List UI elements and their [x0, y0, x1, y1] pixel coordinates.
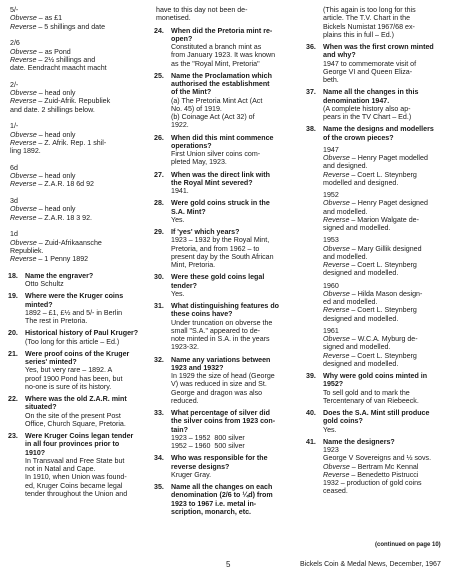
block-line: and date. 2 shillings below. [10, 105, 95, 114]
lead-line: article. The T.V. Chart in the [323, 14, 411, 23]
question-text: minted? [25, 300, 53, 309]
question-q25 [156, 72, 300, 130]
question-q34 [156, 454, 300, 479]
question-text: tender? [171, 281, 198, 290]
crown-entry [308, 191, 455, 232]
answer-text: 1947 to commemorate visit of [323, 59, 417, 68]
question-number: 21. [8, 349, 18, 358]
question-text: When was the direct link with [171, 170, 270, 179]
crown-line: and modelled. [323, 252, 368, 261]
question-number: 32. [154, 355, 164, 364]
answer-text: ed, Kruger Coins became legal [25, 481, 123, 490]
question-text: of the crown pieces? [323, 133, 394, 142]
column-3 [308, 6, 455, 500]
question-q29 [156, 228, 300, 269]
crown-line: designed and modelled. [323, 359, 399, 368]
question-text: reverse designs? [171, 462, 230, 471]
question-text: 1923 to 1967 i.e. metal in- [171, 499, 257, 508]
block-line: Obverse – head only [10, 89, 76, 97]
answer-text: from January 1923. It was known [171, 51, 276, 60]
denomination-b1 [10, 6, 141, 31]
crown-line: and designed. [323, 162, 368, 171]
question-q40 [308, 409, 455, 434]
question-q32 [156, 356, 300, 406]
block-line: date. Eendracht maacht macht [10, 64, 107, 72]
question-q31 [156, 302, 300, 352]
crown-line: Reverse – Coert L. Steynberg [323, 170, 417, 179]
answer-text: 1923-32. [171, 343, 200, 352]
question-q19 [10, 292, 141, 325]
answer-text: In Transvaal and Free State but [25, 456, 125, 465]
denomination-b2 [10, 39, 141, 72]
question-text: 1923 and 1932? [171, 363, 224, 372]
question-number: 18. [8, 271, 18, 280]
answer-text: (A complete history also ap- [323, 104, 411, 113]
answer-text: Otto Schultz [25, 280, 64, 288]
question-text: Name the Proclamation which [171, 71, 272, 80]
crown-line: Obverse – Mary Gillik designed [323, 244, 422, 253]
answer-text: 1922. [171, 121, 189, 130]
side-label: Obverse [10, 172, 37, 180]
question-number: 33. [154, 409, 164, 417]
question-q18 [10, 272, 141, 289]
question-text: Who was responsible for the [171, 454, 268, 463]
answer-text: 1932 – production of gold coins [323, 479, 422, 487]
continued-note: (continued on page 10) [375, 542, 441, 548]
side-label: Reverse [323, 261, 350, 269]
denomination-b6 [10, 197, 141, 222]
side-label: Obverse [323, 199, 350, 208]
question-number: 25. [154, 71, 164, 80]
question-text: Were proof coins of the Kruger [25, 349, 130, 358]
answer-text: Yes. [323, 425, 337, 434]
question-number: 26. [154, 133, 164, 142]
answer-text: 1923 [323, 446, 339, 454]
question-text: authorised the establishment [171, 80, 270, 88]
answer-text: (a) The Pretoria Mint Act (Act [171, 96, 263, 105]
block-line: 3d [10, 197, 18, 205]
answer-text: The rest in Pretoria. [25, 317, 88, 325]
crown-line: Obverse – Henry Paget modelled [323, 154, 428, 162]
answer-text: small "S.A." appeared to de- [171, 326, 261, 335]
answer-text: reduced. [171, 396, 199, 405]
lead-note [308, 6, 455, 39]
question-text: When was the first crown minted [323, 43, 434, 51]
side-label: Reverse [10, 138, 37, 147]
block-line: Obverse – Zuid-Afrikaansche [10, 238, 102, 247]
question-text: Historical history of Paul Kruger? [25, 329, 139, 338]
denomination-b5 [10, 164, 141, 189]
question-text: scription, monarch, etc. [171, 507, 252, 516]
answer-text: ceased. [323, 487, 348, 496]
side-label: Obverse [10, 89, 37, 97]
question-text: Were Kruger Coins legan tender [25, 432, 134, 440]
question-text: denomination (2/6 to ¼d) from [171, 491, 273, 500]
question-q33 [156, 409, 300, 450]
block-line: ling 1892. [10, 147, 41, 155]
question-text: 1910? [25, 448, 46, 457]
crown-line: Reverse – Coert L. Steynberg [323, 306, 417, 315]
question-text: the silver coins from 1923 con- [171, 417, 276, 426]
block-line: Reverse – Z.A.R. 18 3 92. [10, 213, 93, 222]
answer-text: 1923 – 1952 800 silver [171, 433, 245, 442]
answer-text: George and dragon was also [171, 388, 263, 397]
question-text: Name any variations between [171, 355, 271, 364]
answer-text: no-one is sure of its history. [25, 382, 112, 391]
crown-entry [308, 146, 455, 187]
answer-text: Constituted a branch mint as [171, 43, 262, 51]
crown-line: 1953 [323, 236, 339, 245]
block-line: 5/- [10, 6, 19, 14]
answer-text: not in Natal and Cape. [25, 465, 96, 473]
crown-line: Obverse – W.C.A. Myburg de- [323, 335, 418, 343]
crown-entry [308, 236, 455, 277]
column-1 [10, 6, 141, 502]
question-text: gold coins? [323, 417, 363, 426]
crown-line: 1952 [323, 191, 339, 199]
question-q38 [308, 125, 455, 142]
question-number: 24. [154, 26, 164, 35]
question-text: Name all the changes on each [171, 483, 273, 491]
question-q21 [10, 350, 141, 391]
question-text: tain? [171, 425, 188, 434]
question-number: 37. [306, 88, 316, 97]
answer-text: Yes. [171, 289, 185, 298]
side-label: Obverse [323, 335, 350, 343]
crown-line: designed and modelled. [323, 314, 399, 323]
answer-text: present day by the South African [171, 252, 274, 261]
answer-text: Tercentenary of van Riebeeck. [323, 396, 419, 405]
question-text: Why were gold coins minted in [323, 372, 428, 380]
question-q28 [156, 199, 300, 224]
crown-line: Reverse – Coert L. Steynberg [323, 351, 417, 360]
question-number: 29. [154, 228, 164, 236]
question-number: 27. [154, 170, 164, 179]
side-label: Reverse [10, 97, 37, 106]
answer-text: George VI and Queen Eliza- [323, 67, 413, 76]
question-q41 [308, 438, 455, 496]
question-q27 [156, 171, 300, 196]
question-text: S.A. Mint? [171, 207, 206, 216]
side-label: Obverse [323, 462, 350, 471]
crown-line: signed and modelled. [323, 224, 391, 232]
question-number: 41. [306, 437, 316, 446]
answer-text: Obverse – Bertram Mc Kennal [323, 462, 419, 471]
side-label: Reverse [10, 255, 37, 263]
answer-text: No. 45) of 1919. [171, 104, 222, 113]
crown-line: 1960 [323, 281, 339, 290]
question-text: Were gold coins struck in the [171, 199, 270, 208]
block-line: Obverse – head only [10, 130, 76, 139]
question-text: 1952? [323, 380, 344, 389]
question-number: 22. [8, 395, 18, 403]
block-line: Reverse – 5 shillings and date [10, 22, 106, 31]
crown-line: designed and modelled. [323, 269, 399, 278]
question-text: of the Mint? [171, 88, 212, 97]
block-line: 2/6 [10, 39, 20, 48]
crown-line: 1961 [323, 326, 339, 335]
answer-text: proof 1900 Pond has been, but [25, 374, 123, 383]
answer-text: Kruger Gray. [171, 470, 212, 479]
question-text: Where were the Kruger coins [25, 292, 124, 301]
answer-text: Pretoria, and from 1962 – to [171, 244, 260, 253]
side-label: Reverse [323, 306, 350, 315]
crown-line: Reverse – Marion Walgate de- [323, 215, 419, 224]
block-line: Reverse – Zuid-Afrik. Republiek [10, 97, 111, 106]
lead-line: plains this in full – Ed.) [323, 30, 394, 39]
question-text: Were these gold coins legal [171, 273, 265, 282]
question-text: What distinguishing features do [171, 302, 279, 310]
question-text: in all four provinces prior to [25, 440, 120, 449]
question-text: open? [171, 34, 193, 43]
block-line: 2/- [10, 80, 19, 89]
block-line: Obverse – head only [10, 172, 76, 180]
answer-text: George V Sovereigns and ½ sovs. [323, 454, 432, 463]
answer-text: Mint, Pretoria. [171, 261, 216, 269]
block-line: Obverse – head only [10, 205, 76, 214]
question-q30 [156, 273, 300, 298]
side-label: Obverse [10, 238, 37, 247]
crown-line: signed and modelled. [323, 343, 391, 352]
block-line: Obverse – as Pond [10, 47, 71, 56]
crown-entry [308, 327, 455, 368]
answer-text: To sell gold and to mark the [323, 388, 410, 397]
block-line: Reverse – Z. Afrik. Rep. 1 shil- [10, 138, 107, 147]
crown-line: and modelled. [323, 207, 368, 216]
answer-text: (Too long for this article – Ed.) [25, 337, 120, 346]
lead-text [156, 6, 300, 23]
question-q22 [10, 395, 141, 428]
answer-text: beth. [323, 76, 339, 84]
side-label: Reverse [10, 22, 37, 31]
answer-text: On the site of the present Post [25, 411, 121, 420]
denomination-b3 [10, 81, 141, 114]
block-line: monetised. [156, 14, 191, 23]
crown-line: 1947 [323, 145, 339, 154]
question-number: 36. [306, 43, 316, 51]
answer-text: In 1929 the size of head (George [171, 372, 275, 380]
crown-entry [308, 282, 455, 323]
journal-title: Bickels Coin & Medal News, December, 1967 [300, 561, 441, 568]
side-label: Obverse [10, 205, 37, 214]
question-text: series' minted? [25, 358, 77, 366]
block-line: Reverse – 2½ shillings and [10, 55, 96, 64]
side-label: Reverse [323, 170, 350, 179]
answer-text: Yes, but very rare – 1892. A [25, 366, 113, 375]
question-q23 [10, 432, 141, 498]
answer-text: V) was reduced in size and St. [171, 380, 267, 389]
question-q26 [156, 134, 300, 167]
block-line: 6d [10, 163, 18, 172]
answer-text: 1941. [171, 187, 189, 195]
side-label: Reverse [10, 180, 37, 189]
side-label: Reverse [10, 55, 37, 64]
lead-line: Bickels Numistat 1967/68 ex- [323, 22, 415, 31]
block-line: Obverse – as £1 [10, 14, 63, 23]
answer-text: Reverse – Benedetto Pistrucci [323, 470, 419, 479]
question-text: What percentage of silver did [171, 409, 270, 417]
crown-line: modelled and designed. [323, 178, 399, 187]
question-text: When did the Pretoria mint re- [171, 26, 273, 35]
lead-line: (This again is too long for this [323, 6, 416, 14]
question-number: 28. [154, 199, 164, 208]
question-q24 [156, 27, 300, 68]
question-q20 [10, 329, 141, 346]
question-text: these coins have? [171, 310, 233, 319]
answer-text: (b) Coinage Act (Act 32) of [171, 113, 255, 121]
question-number: 20. [8, 329, 18, 338]
answer-text: First Union silver coins com- [171, 150, 261, 158]
side-label: Reverse [323, 215, 350, 224]
side-label: Obverse [10, 14, 37, 23]
denomination-b7 [10, 230, 141, 263]
column-2 [156, 6, 300, 520]
question-text: and why? [323, 51, 356, 60]
block-line: Republiek. [10, 246, 44, 255]
side-label: Reverse [10, 213, 37, 222]
question-text: If 'yes' which years? [171, 228, 240, 236]
answer-text: 1892 – £1, £½ and 5/- in Berlin [25, 308, 123, 317]
question-text: denomination 1947. [323, 96, 390, 105]
block-line: Reverse – 1 Penny 1892 [10, 255, 89, 263]
crown-line: Reverse – Coert L. Steynberg [323, 261, 417, 269]
question-q39 [308, 372, 455, 405]
question-text: When did this mint commence [171, 133, 274, 142]
answer-text: pears in the TV Chart – Ed.) [323, 113, 412, 121]
question-text: Name the designs and modellers [323, 125, 434, 134]
question-number: 40. [306, 409, 316, 417]
question-number: 34. [154, 454, 164, 463]
question-number: 30. [154, 273, 164, 282]
question-text: Name all the changes in this [323, 88, 419, 97]
question-text: situated? [25, 403, 57, 412]
side-label: Obverse [323, 154, 350, 162]
question-text: Does the S.A. Mint still produce [323, 409, 430, 417]
question-text: operations? [171, 141, 212, 150]
block-line: Reverse – Z.A.R. 18 6d 92 [10, 180, 94, 189]
crown-line: Obverse – Henry Paget designed [323, 199, 428, 208]
question-text: Where was the old Z.A.R. mint [25, 395, 127, 403]
answer-text: Office, Church Square, Pretoria. [25, 419, 126, 428]
answer-text: as the "Royal Mint, Pretoria" [171, 59, 260, 68]
side-label: Obverse [323, 289, 350, 298]
question-number: 39. [306, 372, 316, 380]
question-number: 23. [8, 432, 18, 440]
answer-text: Under truncation on obverse the [171, 318, 273, 327]
block-line: 1d [10, 230, 18, 239]
side-label: Reverse [323, 351, 350, 360]
denomination-b4 [10, 122, 141, 155]
question-number: 38. [306, 125, 316, 134]
question-text: the Royal Mint severed? [171, 178, 253, 187]
answer-text: 1952 – 1960 500 silver [171, 442, 245, 450]
question-text: Name the designers? [323, 437, 395, 446]
answer-text: tender throughout the Union and [25, 489, 128, 498]
question-text: Name the engraver? [25, 271, 94, 280]
question-number: 35. [154, 483, 164, 491]
crown-line: Obverse – Hilda Mason design- [323, 289, 423, 298]
question-number: 31. [154, 302, 164, 310]
side-label: Obverse [10, 47, 37, 56]
answer-text: note minted in S.A. in the years [171, 335, 270, 343]
side-label: Reverse [323, 470, 350, 479]
page-number: 5 [226, 560, 231, 569]
answer-text: In 1910, when Union was found- [25, 473, 127, 482]
crown-line: ed and modelled. [323, 298, 378, 306]
question-q37 [308, 88, 455, 121]
block-line: 1/- [10, 122, 19, 131]
block-line: have to this day not been de- [156, 6, 248, 14]
question-q36 [308, 43, 455, 84]
question-q35 [156, 483, 300, 516]
question-number: 19. [8, 292, 18, 301]
side-label: Obverse [323, 244, 350, 253]
answer-text: Yes. [171, 215, 185, 224]
side-label: Obverse [10, 130, 37, 139]
answer-text: 1923 – 1932 by the Royal Mint, [171, 236, 270, 245]
answer-text: pleted May, 1923. [171, 158, 227, 167]
